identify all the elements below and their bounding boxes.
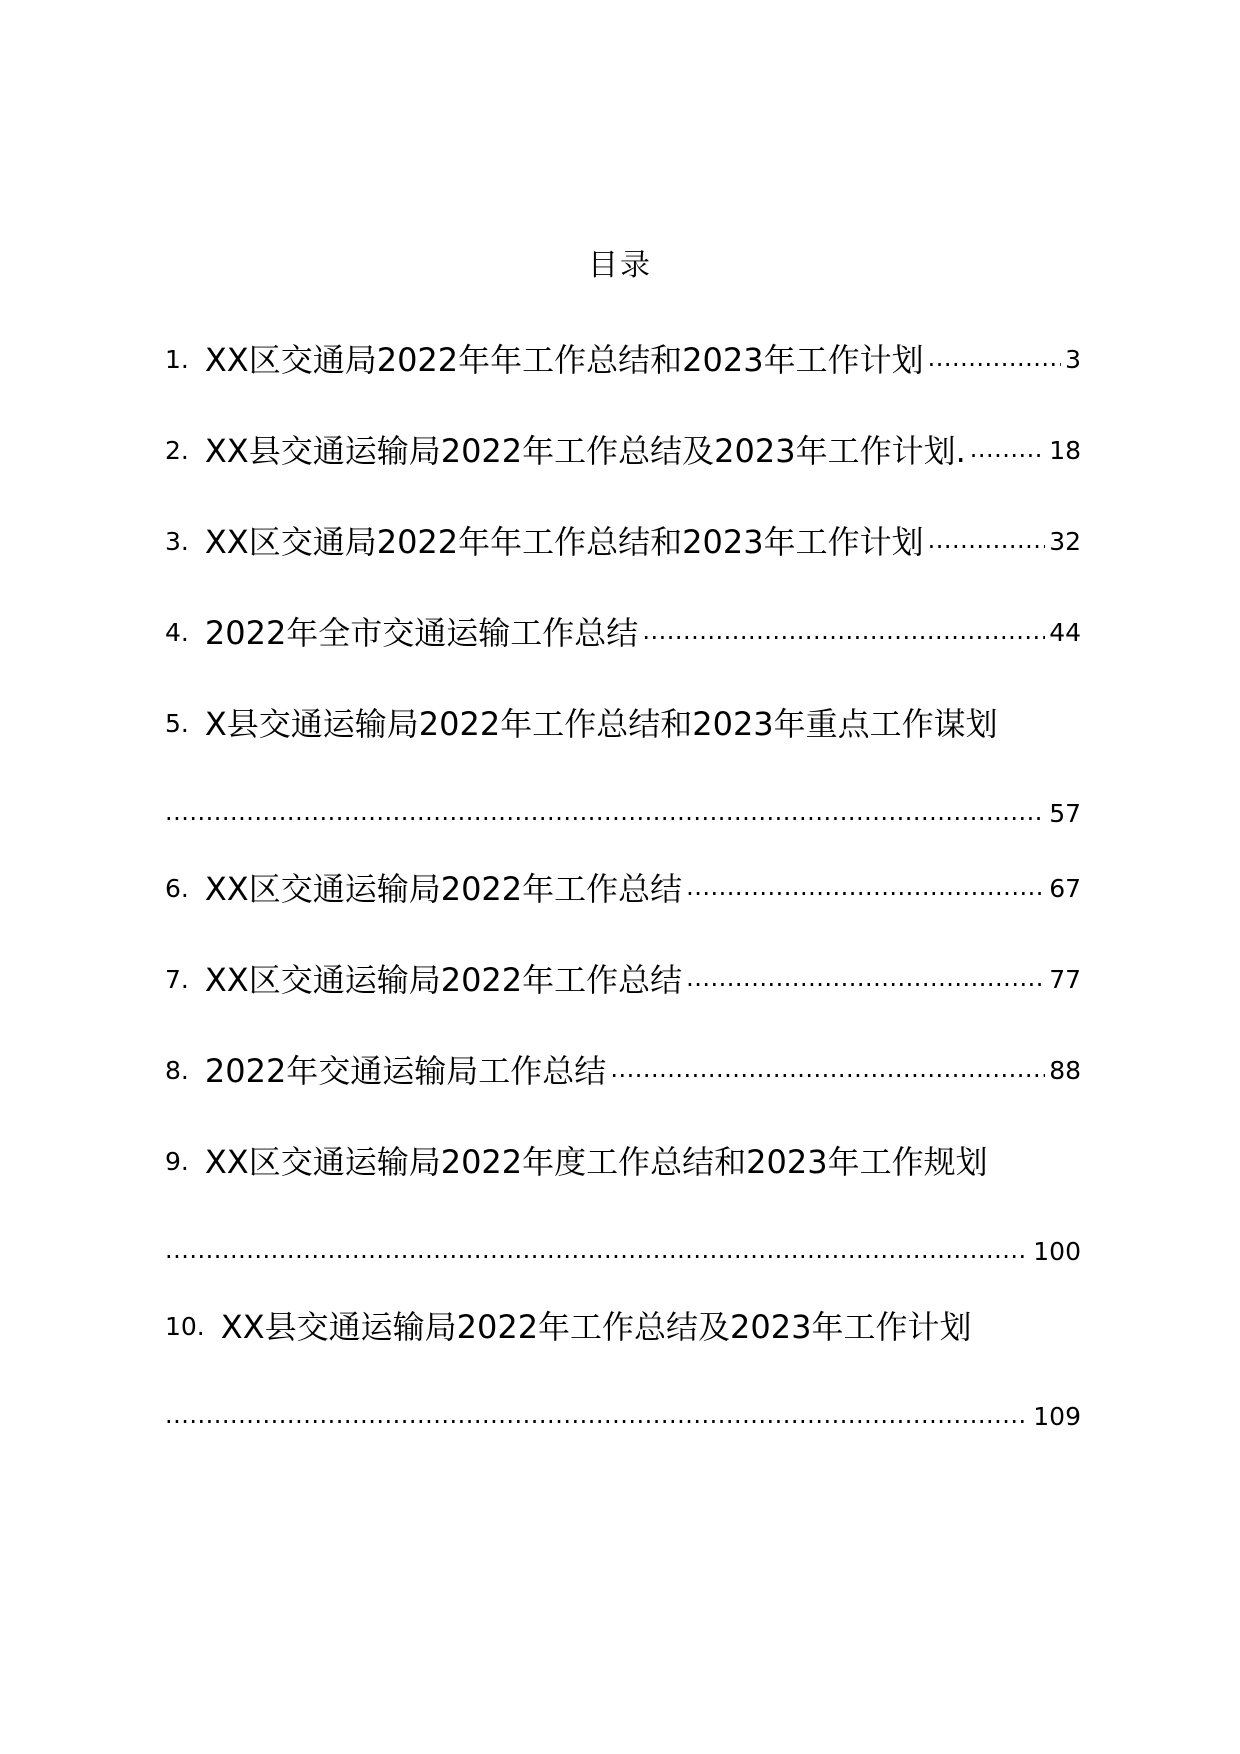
toc-entry-number: 6. — [165, 874, 189, 903]
toc-leader-dots — [165, 787, 1045, 837]
toc-entry-4[interactable] — [165, 608, 1081, 658]
toc-entry-page: 77 — [1049, 965, 1081, 994]
toc-entry-number: 1. — [165, 345, 189, 374]
toc-entry-6[interactable] — [165, 864, 1081, 914]
toc-entry-title: 2022年全市交通运输工作总结 — [204, 614, 639, 652]
toc-entry-title: XX县交通运输局2022年工作总结及2023年工作计划. — [204, 432, 966, 470]
toc-entry-page: 88 — [1049, 1056, 1081, 1085]
page-title: 目录 — [588, 248, 652, 283]
toc-entry-page: 44 — [1049, 618, 1081, 647]
toc-entry-title: XX区交通局2022年年工作总结和2023年工作计划 — [204, 523, 924, 561]
toc-entry-number: 8. — [165, 1056, 189, 1085]
toc-entry-title: XX区交通运输局2022年工作总结 — [204, 870, 683, 908]
toc-entry-title: XX区交通运输局2022年工作总结 — [204, 961, 683, 999]
toc-entry-page: 3 — [1065, 345, 1081, 374]
toc-entry-title: 2022年交通运输局工作总结 — [204, 1052, 607, 1090]
toc-entry-number: 3. — [165, 527, 189, 556]
toc-entry-page: 109 — [1033, 1402, 1081, 1431]
toc-entry-3[interactable] — [165, 517, 1081, 567]
toc-entry-10[interactable] — [165, 1302, 1081, 1442]
toc-entry-title: XX区交通运输局2022年度工作总结和2023年工作规划 — [204, 1143, 988, 1181]
toc-entry-title: X县交通运输局2022年工作总结和2023年重点工作谋划 — [204, 705, 998, 743]
toc-leader-dots — [165, 1225, 1029, 1275]
toc-entry-5[interactable] — [165, 699, 1081, 839]
toc-entry-page: 18 — [1049, 436, 1081, 465]
toc-entry-number: 2. — [165, 436, 189, 465]
toc-entry-page: 67 — [1049, 874, 1081, 903]
toc-entry-page: 100 — [1033, 1237, 1081, 1266]
toc-leader-dots — [165, 1390, 1029, 1440]
toc-entry-number: 10. — [165, 1312, 205, 1341]
toc-entry-number: 4. — [165, 618, 189, 647]
toc-leader-dots — [642, 606, 1045, 656]
toc-leader-dots — [686, 862, 1045, 912]
toc-entry-9[interactable] — [165, 1137, 1081, 1277]
toc-leader-dots — [928, 515, 1046, 565]
toc-entry-8[interactable] — [165, 1046, 1081, 1096]
toc-entry-1[interactable] — [165, 335, 1081, 385]
toc-entry-title: XX县交通运输局2022年工作总结及2023年工作计划 — [220, 1308, 972, 1346]
toc-leader-dots — [610, 1044, 1045, 1094]
toc-leader-dots — [970, 424, 1045, 474]
toc-entry-number: 9. — [165, 1147, 189, 1176]
toc-entry-2[interactable] — [165, 426, 1081, 476]
toc-leader-dots — [928, 333, 1062, 383]
toc-entry-number: 7. — [165, 965, 189, 994]
toc-leader-dots — [686, 953, 1045, 1003]
toc-entry-page: 57 — [1049, 799, 1081, 828]
toc-entry-number: 5. — [165, 709, 189, 738]
toc-entry-7[interactable] — [165, 955, 1081, 1005]
toc-entry-title: XX区交通局2022年年工作总结和2023年工作计划 — [204, 341, 924, 379]
toc-entry-page: 32 — [1049, 527, 1081, 556]
